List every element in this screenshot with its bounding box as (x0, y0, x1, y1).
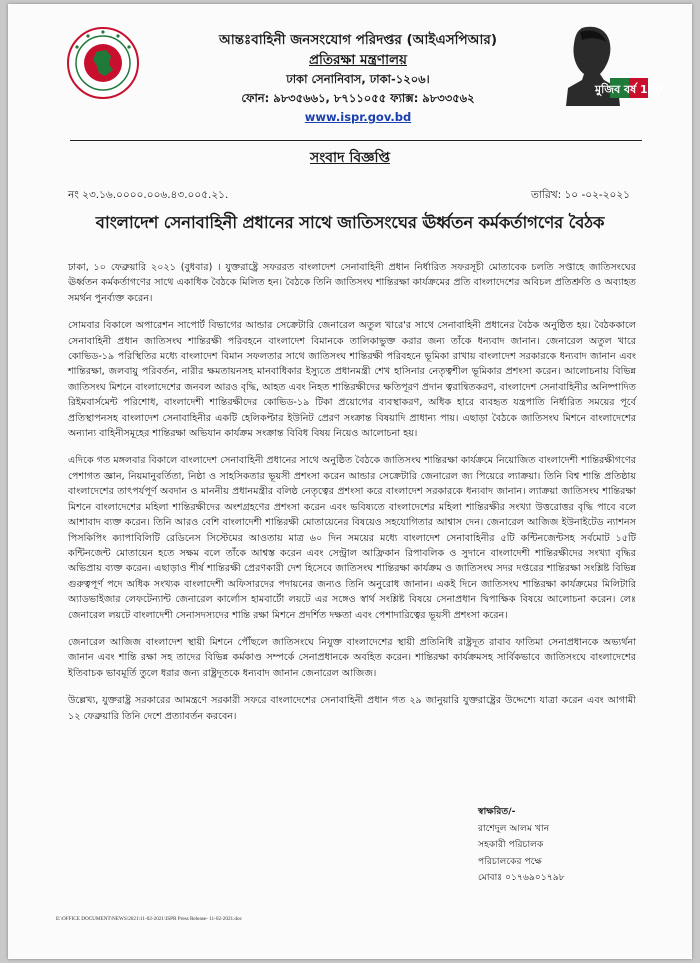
issue-date: তারিখ: ১০ -০২-২০২১ (531, 189, 630, 201)
paragraph: জেনারেল আজিজ বাংলাদেশ স্থায়ী মিশনে পৌঁছলে জাতিসংঘে নিযুক্ত বাংলাদেশের স্থায়ী প্রতিনিধি রাষ্ট্রদূত রাবাব ফাতিমা সেনাপ্রধানকে অভ্যর্থনা জানান এবং শান্তি রক্ষা সহ তাদের বিভিন্ন কর্মকাণ্ড সম্পর্কে সেনাপ্রধানকে অবহিত করেন। শান্তিরক্ষা কার্যক্রমসহ সার্বিকভাবে জাতিসংঘে বাংলাদেশের ইতিবাচক ভাবমূর্তি তুলে ধরার জন্য রাষ্ট্রদূতকে ধন্যবাদ জানান জেনারেল আজিজ। (68, 636, 636, 679)
ministry-name: প্রতিরক্ষা মন্ত্রণালয় (308, 52, 407, 68)
website-link[interactable]: www.ispr.gov.bd (304, 110, 412, 124)
org-name: আন্তঃবাহিনী জনসংযোগ পরিদপ্তর (আইএসপিআর) (218, 32, 498, 48)
paragraph: এদিকে গত মঙ্গলবার বিকালে বাংলাদেশ সেনাবাহিনী প্রধানের সাথে অনুষ্ঠিত বৈঠকে জাতিসংঘ শান্তিরক্ষা কার্যক্রমে নিয়োজিত বাংলাদেশী শান্তিরক্ষীগণের পেশাগত জ্ঞান, নিয়মানুবর্তিতা, নিষ্ঠা ও সাহসিকতার ভূয়সী প্রশংসা করেন আন্ডার সেক্রেটারি জেনারেল জ্য পিয়েরে ল্যাক্রয়া। তিনি বিশ্ব শান্তি প্রতিষ্ঠায় বাংলাদেশের তাৎপর্যপূর্ণ অবদান ও মাননীয় প্রধানমন্ত্রীর বলিষ্ঠ নেতৃত্বের প্রশংসা করে বাংলাদেশ সরকারকে ধন্যবাদ জানান। ল্যাক্রয়া জাতিসংঘ শান্তিরক্ষা মিশনে বাংলাদেশের মহিলা শান্তিরক্ষীদের অংশগ্রহণের প্রশংসা করেন এবং ভবিষ্যতে বাংলাদেশের মহিলা শান্তিরক্ষীর সংখ্যা উত্তরোত্তর বৃদ্ধি পাবে বলে আশাবাদ ব্যক্ত করেন। তিনি আরও বেশি বাংলাদেশী শান্তিরক্ষী মোতায়েনের বিষয়েও সহযোগিতার আশ্বাস দেন। জেনারেল আজিজ ইউনাইটেড ন্যাশনস পিসকিপিং ক্যাপাবিলিটি রেডিনেস সিস্টেমের আওতায় মাত্র ৬০ দিন সময়ের মধ্যে বাংলাদেশ সেনাবাহিনীর ৫টি কন্টিনজেন্টসহ সর্বমোট ১৫টি কন্টিনজেন্ট মোতায়েন হতে সক্ষম বলে তাঁকে আশ্বস্ত করেন এবং সেন্ট্রাল আফ্রিকান রিপাবলিক ও সুদানে বাংলাদেশী শান্তিরক্ষীদের সংখ্যা বৃদ্ধির অভিপ্রায় ব্যক্ত করেন। এছাড়াও শীর্ষ শান্তিরক্ষী প্রেরণকারী দেশ হিসেবে জাতিসংঘ শান্তিরক্ষা কার্যক্রম ও জাতিসংঘ সদর দপ্তরের শান্তিরক্ষা সংশ্লিষ্ট বিভিন্ন গুরুত্বপূর্ণ পদে অধিক সংখ্যক বাংলাদেশী অফিসারদের পদায়নের জন্যও তিনি অনুরোধ জানান। একই দিনে জাতিসংঘ শান্তিরক্ষা কার্যক্রমের মিলিটারি অ্যাডভাইজার লেফটেন্যান্ট জেনারেল কার্লোস হামবার্টো লয়টে এর সঙ্গেও স্বার্থ সংশ্লিষ্ট বিষয়ে সেনাপ্রধান দ্বিপাক্ষিক বিষয়ে আলোচনা করেন। লেঃ জেনারেল লয়টে বাংলাদেশী সেনাসদস্যদের শান্তি রক্ষা মিশনে প্রদর্শিত দক্ষতা এবং পেশাদারিত্বের ভূয়সী প্রশংসা করেন। (68, 455, 636, 621)
reference-number: নং ২৩.১৬.০০০০.০০৬.৪৩.০০৫.২১. (68, 189, 229, 201)
signatory-name: রাশেদুল আলম খান (478, 822, 550, 834)
bangladesh-govt-emblem-icon (66, 26, 140, 100)
address: ঢাকা সেনানিবাস, ঢাকা-১২০৬। (286, 72, 430, 86)
release-body (68, 260, 636, 736)
signatory-mobile: মোবাঃ ০১৭৬৯০১৭৯৮ (478, 872, 565, 883)
signature-block (478, 804, 565, 887)
header-divider (70, 140, 642, 141)
file-path-footer: E:\OFFICE DOCUMENT\NEWS\2021\11-02-2021\ISPR Press Release- 11-02-2021.doc (56, 916, 242, 922)
paragraph: উল্লেখ্য, যুক্তরাষ্ট্র সরকারের আমন্ত্রণে সরকারী সফরে বাংলাদেশের সেনাবাহিনী প্রধান গত ২৯ জানুয়ারি যুক্তরাষ্ট্রের উদ্দেশ্যে যাত্রা করেন এবং আগামী ১২ ফেব্রুয়ারি তিনি দেশে প্রত্যাবর্তন করবেন। (68, 695, 636, 722)
paragraph: সোমবার বিকালে অপারেশন সাপোর্ট বিভাগের আন্ডার সেক্রেটারি জেনারেল অতুল খারে'র সাথে সেনাবাহিনী প্রধানের বৈঠক অনুষ্ঠিত হয়। বৈঠককালে সেনাবাহিনী প্রধান জাতিসংঘ শান্তিরক্ষী পরিবহনে বাংলাদেশ বিমানকে তালিকাভুক্ত করার জন্য তাঁকে ধন্যবাদ জানান। জেনারেল অতুল খারে কোভিড-১৯ পরিস্থিতির মধ্যে বাংলাদেশ বিমান সফলতার সাথে জাতিসংঘ শান্তিরক্ষী পরিবহনে ভূমিকা রাখায় বাংলাদেশ সরকারকে ধন্যবাদ জানান এবং শান্তিরক্ষা, জলবায়ু পরিবর্তন, নারীর ক্ষমতায়নসহ মানবাধিকার ইস্যুতে প্রধানমন্ত্রী শেখ হাসিনার নেতৃত্বশীল ভূমিকার প্রশংসা করেন। আলোচনায় বিভিন্ন জাতিসংঘ মিশনে বাংলাদেশের জনবল আরও বৃদ্ধি, আহত এবং নিহত শান্তিরক্ষীদের ক্ষতিপূরণ প্রদান ত্বরান্বিতকরণ, বাংলাদেশ সেনাবাহিনীর অনিষ্পাদিত রিইমবার্সমেন্ট পরিশোধ, বাংলাদেশী শান্তিরক্ষীদের কোভিড-১৯ টিকা প্রয়োগের ব্যবস্থাকরণ, অধিক হারে ব্যবহৃত যন্ত্রপাতি নির্ধারিত সময়ের পূর্বে প্রতিস্থাপনসহ বাংলাদেশ সেনাবাহিনীর একটি হেলিকপ্টার ইউনিট প্রেরণ সংক্রান্ত বিষয়াদি প্রাধান্য পায়। এছাড়া বৈঠকে জাতিসংঘ মিশনে বাংলাদেশের অন্যান্য বাহিনীসমূহের শান্তিরক্ষা অভিযান কার্যক্রম সংক্রান্ত বিবিধ বিষয় নিয়েও আলোচনা হয়। (68, 320, 636, 440)
signatory-behalf: পরিচালকের পক্ষে (478, 855, 542, 867)
phone-fax: ফোন: ৯৮৩৫৬৬১, ৮৭১১০৫৫ ফ্যাক্স: ৯৮৩৩৫৬২ (241, 91, 475, 105)
paragraph: ঢাকা, ১০ ফেব্রুয়ারি ২০২১ (বুধবার) । যুক্তরাষ্ট্রে সফররত বাংলাদেশ সেনাবাহিনী প্রধান নির্ধারিত সফরসূচী মোতাবেক চলতি সপ্তাহে জাতিসংঘের ঊর্ধ্বতন কর্মকর্তাগণের সাথে একাধিক বৈঠকে মিলিত হন। বৈঠকে তিনি জাতিসংঘ শান্তিরক্ষা কার্যক্রমের প্রতি বাংলাদেশের অবিচল প্রতিশ্রুতি ও অব্যাহত সমর্থন পুনর্ব্যক্ত করেন। (68, 262, 636, 304)
emblem-text: মুজিব বর্ষ 100 (594, 83, 664, 96)
signatory-designation: সহকারী পরিচালক (478, 839, 544, 850)
press-release-sheet (8, 4, 692, 959)
headline: বাংলাদেশ সেনাবাহিনী প্রধানের সাথে জাতিসংঘের ঊর্ধ্বতন কর্মকর্তাগণের বৈঠক (95, 213, 605, 232)
letterhead (138, 30, 578, 127)
document-type: সংবাদ বিজ্ঞপ্তি (309, 150, 391, 166)
signature-label: স্বাক্ষরিত/- (478, 806, 516, 817)
mujib-borsho-emblem-icon (560, 22, 664, 106)
